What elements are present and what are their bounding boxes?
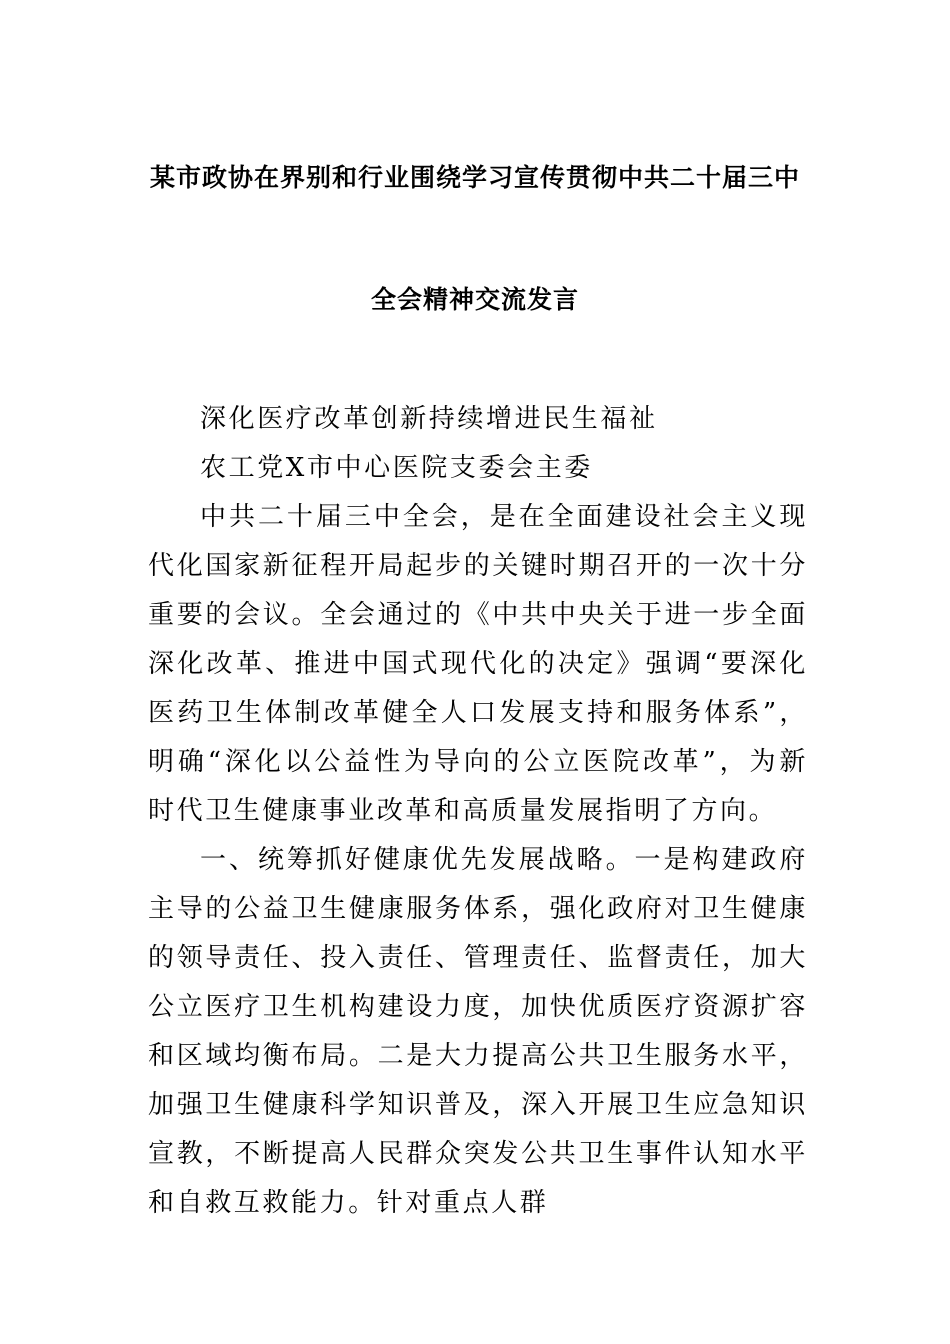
body-paragraph-intro: 中共二十届三中全会，是在全面建设社会主义现代化国家新征程开局起步的关键时期召开的一次十分重要的会议。全会通过的《中共中央关于进一步全面深化改革、推进中国式现代化的决定》强调“要深化医药卫生体制改革健全人口发展支持和服务体系”，明确“深化以公益性为导向的公立医院改革”，为新时代卫生健康事业改革和高质量发展指明了方向。 xyxy=(148,502,808,826)
body-paragraph-section-one: 一、统筹抓好健康优先发展战略。一是构建政府主导的公益卫生健康服务体系，强化政府对卫生健康的领导责任、投入责任、管理责任、监督责任，加大公立医疗卫生机构建设力度，加快优质医疗资源扩容和区域均衡布局。二是大力提高公共卫生服务水平，加强卫生健康科学知识普及，深入开展卫生应急知识宣教，不断提高人民群众突发公共卫生事件认知水平和自救互救能力。针对重点人群 xyxy=(148,845,808,1218)
document-body xyxy=(148,395,808,1228)
document-title-line-2: 全会精神交流发言 xyxy=(370,285,579,314)
document-title-line-1: 某市政协在界别和行业围绕学习宣传贯彻中共二十届三中 xyxy=(149,163,800,192)
speech-author: 农工党X市中心医院支委会主委 xyxy=(200,453,593,483)
speech-subtitle: 深化医疗改革创新持续增进民生福祉 xyxy=(200,404,658,434)
